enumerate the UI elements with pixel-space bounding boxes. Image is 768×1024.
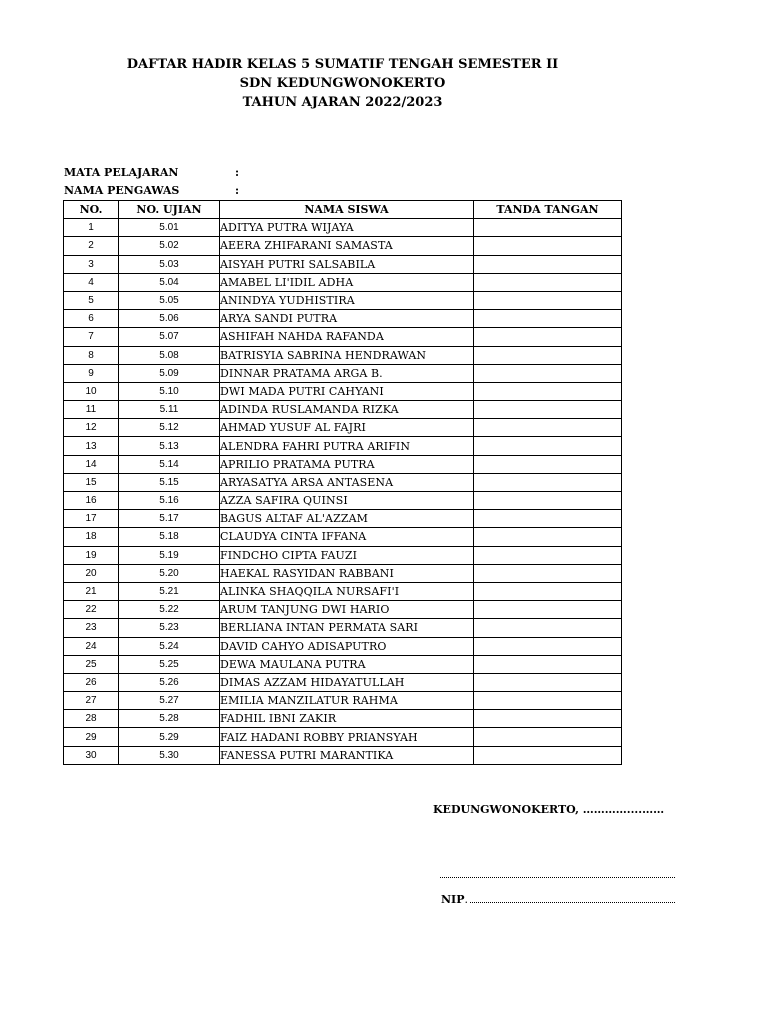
exam-number: 5.21 (119, 582, 220, 600)
exam-number: 5.18 (119, 528, 220, 546)
row-number: 21 (64, 582, 119, 600)
signature-cell[interactable] (474, 601, 622, 619)
table-row (64, 291, 622, 309)
signature-cell[interactable] (474, 473, 622, 491)
row-number: 4 (64, 273, 119, 291)
row-number: 6 (64, 310, 119, 328)
student-name: ALENDRA FAHRI PUTRA ARIFIN (220, 437, 474, 455)
exam-number: 5.01 (119, 219, 220, 237)
signature-cell[interactable] (474, 419, 622, 437)
signature-cell[interactable] (474, 619, 622, 637)
title-line-1: DAFTAR HADIR KELAS 5 SUMATIF TENGAH SEMESTER II (126, 57, 559, 72)
student-name: BAGUS ALTAF AL'AZZAM (220, 510, 474, 528)
exam-number: 5.25 (119, 655, 220, 673)
subject-label: MATA PELAJARAN (64, 166, 179, 179)
exam-number: 5.26 (119, 673, 220, 691)
supervisor-field (64, 184, 239, 197)
exam-number: 5.28 (119, 710, 220, 728)
row-number: 23 (64, 619, 119, 637)
signature-cell[interactable] (474, 219, 622, 237)
row-number: 24 (64, 637, 119, 655)
table-row (64, 528, 622, 546)
title-line-3: TAHUN AJARAN 2022/2023 (242, 95, 443, 110)
table-row (64, 310, 622, 328)
exam-number: 5.12 (119, 419, 220, 437)
student-name: ADINDA RUSLAMANDA RIZKA (220, 401, 474, 419)
student-name: BATRISYIA SABRINA HENDRAWAN (220, 346, 474, 364)
signature-cell[interactable] (474, 546, 622, 564)
exam-number: 5.06 (119, 310, 220, 328)
exam-number: 5.16 (119, 492, 220, 510)
exam-number: 5.09 (119, 364, 220, 382)
exam-number: 5.24 (119, 637, 220, 655)
signature-cell[interactable] (474, 273, 622, 291)
student-name: AHMAD YUSUF AL FAJRI (220, 419, 474, 437)
table-row (64, 492, 622, 510)
nip-separator: . (464, 893, 468, 906)
signature-cell[interactable] (474, 564, 622, 582)
row-number: 25 (64, 655, 119, 673)
table-row (64, 237, 622, 255)
row-number: 28 (64, 710, 119, 728)
student-name: DEWA MAULANA PUTRA (220, 655, 474, 673)
row-number: 13 (64, 437, 119, 455)
table-row (64, 219, 622, 237)
row-number: 19 (64, 546, 119, 564)
table-row (64, 346, 622, 364)
exam-number: 5.20 (119, 564, 220, 582)
signature-cell[interactable] (474, 582, 622, 600)
student-name: FADHIL IBNI ZAKIR (220, 710, 474, 728)
table-row (64, 655, 622, 673)
student-name: EMILIA MANZILATUR RAHMA (220, 692, 474, 710)
table-header-row (64, 201, 622, 219)
table-row (64, 364, 622, 382)
signature-cell[interactable] (474, 728, 622, 746)
signature-cell[interactable] (474, 528, 622, 546)
exam-number: 5.14 (119, 455, 220, 473)
row-number: 15 (64, 473, 119, 491)
row-number: 12 (64, 419, 119, 437)
row-number: 2 (64, 237, 119, 255)
student-name: HAEKAL RASYIDAN RABBANI (220, 564, 474, 582)
supervisor-label: NAMA PENGAWAS (64, 184, 180, 197)
signature-cell[interactable] (474, 673, 622, 691)
student-name: FINDCHO CIPTA FAUZI (220, 546, 474, 564)
table-row (64, 382, 622, 400)
table-row (64, 582, 622, 600)
student-name: AEERA ZHIFARANI SAMASTA (220, 237, 474, 255)
signature-cell[interactable] (474, 455, 622, 473)
student-name: AZZA SAFIRA QUINSI (220, 492, 474, 510)
signature-cell[interactable] (474, 382, 622, 400)
title-line-2: SDN KEDUNGWONOKERTO (239, 76, 446, 91)
exam-number: 5.29 (119, 728, 220, 746)
table-row (64, 692, 622, 710)
header-no: NO. (64, 201, 119, 219)
table-row (64, 619, 622, 637)
signature-cell[interactable] (474, 310, 622, 328)
signature-cell[interactable] (474, 437, 622, 455)
signature-cell[interactable] (474, 291, 622, 309)
exam-number: 5.27 (119, 692, 220, 710)
row-number: 14 (64, 455, 119, 473)
row-number: 3 (64, 255, 119, 273)
student-name: ALINKA SHAQQILA NURSAFI'I (220, 582, 474, 600)
student-name: ARYA SANDI PUTRA (220, 310, 474, 328)
signature-cell[interactable] (474, 637, 622, 655)
signature-cell[interactable] (474, 346, 622, 364)
student-name: FANESSA PUTRI MARANTIKA (220, 746, 474, 764)
table-row (64, 673, 622, 691)
subject-colon: : (235, 166, 240, 179)
student-name: AISYAH PUTRI SALSABILA (220, 255, 474, 273)
row-number: 10 (64, 382, 119, 400)
exam-number: 5.13 (119, 437, 220, 455)
header-signature: TANDA TANGAN (474, 201, 622, 219)
signature-cell[interactable] (474, 692, 622, 710)
row-number: 1 (64, 219, 119, 237)
row-number: 29 (64, 728, 119, 746)
student-name: FAIZ HADANI ROBBY PRIANSYAH (220, 728, 474, 746)
exam-number: 5.30 (119, 746, 220, 764)
student-name: DIMAS AZZAM HIDAYATULLAH (220, 673, 474, 691)
table-row (64, 710, 622, 728)
signature-cell[interactable] (474, 364, 622, 382)
student-name: ASHIFAH NAHDA RAFANDA (220, 328, 474, 346)
row-number: 17 (64, 510, 119, 528)
row-number: 26 (64, 673, 119, 691)
student-name: ADITYA PUTRA WIJAYA (220, 219, 474, 237)
signature-cell[interactable] (474, 510, 622, 528)
signature-cell[interactable] (474, 746, 622, 764)
table-body (64, 219, 622, 765)
header-student-name: NAMA SISWA (220, 201, 474, 219)
document-title-block (0, 55, 685, 112)
nip-line (441, 893, 675, 906)
exam-number: 5.17 (119, 510, 220, 528)
student-name: CLAUDYA CINTA IFFANA (220, 528, 474, 546)
student-name: ANINDYA YUDHISTIRA (220, 291, 474, 309)
attendance-table (63, 200, 622, 765)
place-date-line: KEDUNGWONOKERTO, …………....…… (433, 803, 665, 816)
nip-dotted-blank (470, 902, 675, 903)
table-row (64, 546, 622, 564)
exam-number: 5.19 (119, 546, 220, 564)
table-row (64, 473, 622, 491)
signature-cell[interactable] (474, 655, 622, 673)
student-name: ARUM TANJUNG DWI HARIO (220, 601, 474, 619)
student-name: DWI MADA PUTRI CAHYANI (220, 382, 474, 400)
row-number: 20 (64, 564, 119, 582)
subject-field (64, 166, 239, 179)
table-row (64, 273, 622, 291)
row-number: 8 (64, 346, 119, 364)
signature-line (440, 877, 675, 878)
row-number: 30 (64, 746, 119, 764)
header-exam-number: NO. UJIAN (119, 201, 220, 219)
signature-cell[interactable] (474, 492, 622, 510)
signature-cell[interactable] (474, 237, 622, 255)
table-row (64, 401, 622, 419)
student-name: BERLIANA INTAN PERMATA SARI (220, 619, 474, 637)
signature-cell[interactable] (474, 710, 622, 728)
student-name: DAVID CAHYO ADISAPUTRO (220, 637, 474, 655)
row-number: 9 (64, 364, 119, 382)
table-row (64, 437, 622, 455)
table-row (64, 637, 622, 655)
row-number: 11 (64, 401, 119, 419)
table-row (64, 746, 622, 764)
table-row (64, 455, 622, 473)
supervisor-colon: : (235, 184, 240, 197)
exam-number: 5.03 (119, 255, 220, 273)
row-number: 7 (64, 328, 119, 346)
exam-number: 5.07 (119, 328, 220, 346)
table-row (64, 510, 622, 528)
row-number: 18 (64, 528, 119, 546)
row-number: 16 (64, 492, 119, 510)
table-row (64, 328, 622, 346)
row-number: 5 (64, 291, 119, 309)
exam-number: 5.08 (119, 346, 220, 364)
signature-cell[interactable] (474, 255, 622, 273)
table-row (64, 419, 622, 437)
student-name: APRILIO PRATAMA PUTRA (220, 455, 474, 473)
table-row (64, 728, 622, 746)
exam-number: 5.05 (119, 291, 220, 309)
table-row (64, 255, 622, 273)
exam-number: 5.10 (119, 382, 220, 400)
table-row (64, 601, 622, 619)
row-number: 22 (64, 601, 119, 619)
exam-number: 5.11 (119, 401, 220, 419)
signature-cell[interactable] (474, 401, 622, 419)
exam-number: 5.22 (119, 601, 220, 619)
signature-cell[interactable] (474, 328, 622, 346)
exam-number: 5.02 (119, 237, 220, 255)
exam-number: 5.23 (119, 619, 220, 637)
row-number: 27 (64, 692, 119, 710)
nip-label: NIP (441, 893, 465, 906)
exam-number: 5.15 (119, 473, 220, 491)
student-name: AMABEL LI'IDIL ADHA (220, 273, 474, 291)
table-row (64, 564, 622, 582)
student-name: DINNAR PRATAMA ARGA B. (220, 364, 474, 382)
exam-number: 5.04 (119, 273, 220, 291)
student-name: ARYASATYA ARSA ANTASENA (220, 473, 474, 491)
